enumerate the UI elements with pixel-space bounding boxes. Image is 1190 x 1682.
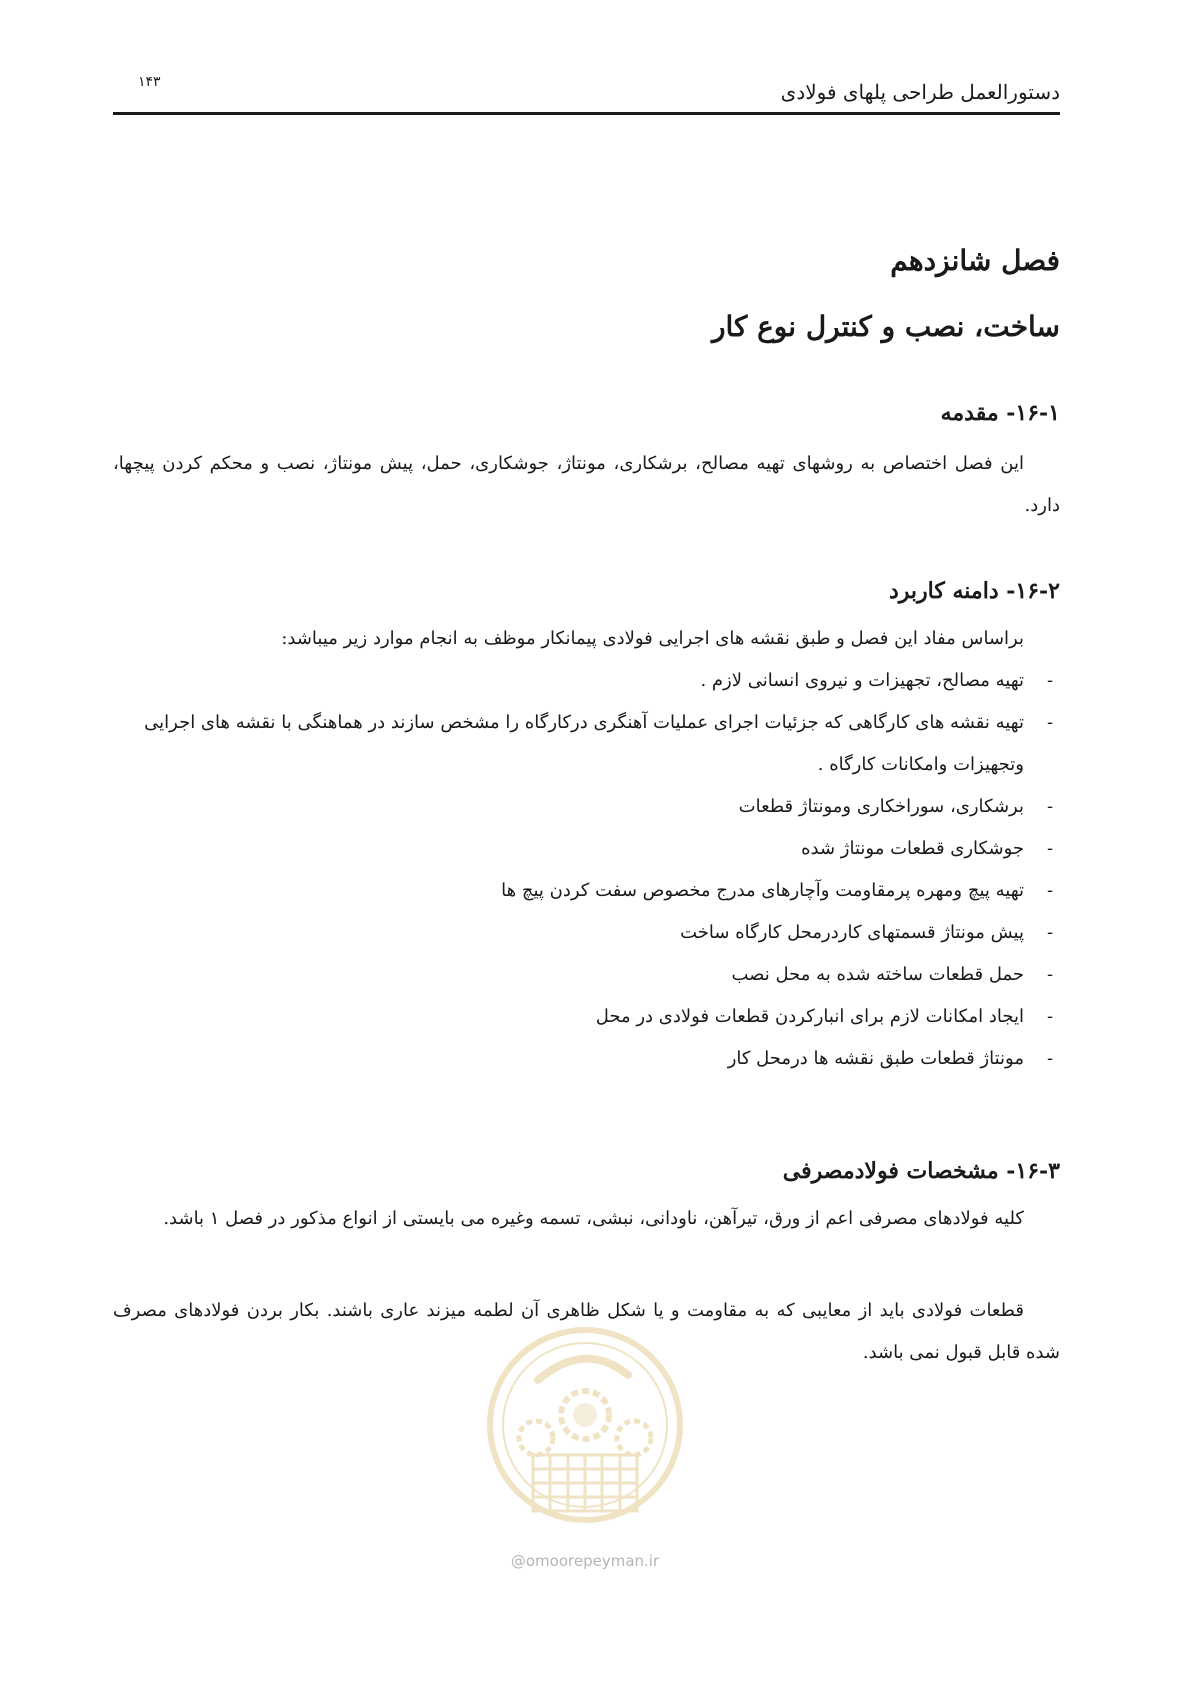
bullet-marker: - [1046,1048,1054,1069]
list-item-text: تهیه مصالح، تجهیزات و نیروی انسانی لازم . [700,670,1024,691]
bullet-marker: - [1046,1006,1054,1027]
list-item [113,702,1060,786]
paragraph-text: براساس مفاد این فصل و طبق نقشه های اجرایی فولادی پیمانکار موظف به انجام موارد زیر میباشد: [281,628,1024,649]
bullet-marker: - [1046,670,1054,691]
running-title: دستورالعمل طراحی پلهای فولادی [780,80,1060,104]
paragraph-text: کلیه فولادهای مصرفی اعم از ورق، تیرآهن، ناودانی، نبشی، تسمه وغیره می بایستی از انواع مذکور در فصل ۱ باشد. [163,1208,1024,1229]
list-item [113,912,1060,954]
section-paragraph-scope [113,618,1060,660]
list-item-text: برشکاری، سوراخکاری ومونتاژ قطعات [738,796,1024,817]
list-item-text: جوشکاری قطعات مونتاژ شده [801,838,1024,859]
list-item-text: تهیه پیچ ومهره پرمقاومت وآچارهای مدرج مخصوص سفت کردن پیچ ها [501,880,1024,901]
bullet-marker: - [1046,964,1054,985]
section-heading-steel-specs: ۱۶-۳- مشخصات فولادمصرفی [782,1158,1060,1184]
header-rule [113,112,1060,115]
paragraph-text: قطعات فولادی باید از معایبی که به مقاومت و یا شکل ظاهری آن لطمه میزند عاری باشند. بکار بردن فولادهای مصرف شده قابل قبول نمی باشد. [113,1300,1060,1363]
list-item [113,954,1060,996]
section-heading-scope: ۱۶-۲- دامنه کاربرد [888,578,1060,604]
list-item-text: ایجاد امکانات لازم برای انبارکردن قطعات فولادی در محل [595,1006,1024,1027]
page-number: ۱۴۳ [138,74,161,90]
bullet-marker: - [1046,712,1054,733]
watermark-seal-logo [478,1320,692,1570]
bullet-marker: - [1046,796,1054,817]
list-item [113,1038,1060,1080]
list-item [113,786,1060,828]
list-item [113,660,1060,702]
section-heading-introduction: ۱۶-۱- مقدمه [940,400,1060,426]
paragraph-text: این فصل اختصاص به روشهای تهیه مصالح، برشکاری، مونتاژ، جوشکاری، حمل، پیش مونتاژ، نصب و محکم کردن پیچها، دارد. [113,453,1060,516]
bullet-marker: - [1046,922,1054,943]
list-item [113,870,1060,912]
list-item [113,996,1060,1038]
scope-bullet-list [113,660,1060,1080]
list-item-text: تهیه نقشه های کارگاهی که جزئیات اجرای عملیات آهنگری درکارگاه را مشخص سازند در هماهنگی با نقشه های اجرایی وتجهیزات وامکانات کارگاه . [144,712,1024,775]
chapter-title: ساخت، نصب و کنترل نوع کار [711,310,1060,343]
section-paragraph-introduction [113,443,1060,527]
watermark-text: @omoorepeyman.ir [510,1552,660,1570]
bullet-marker: - [1046,838,1054,859]
list-item [113,828,1060,870]
bullet-marker: - [1046,880,1054,901]
list-item-text: حمل قطعات ساخته شده به محل نصب [731,964,1024,985]
list-item-text: مونتاژ قطعات طبق نقشه ها درمحل کار [727,1048,1024,1069]
section-paragraph-steel-specs-1 [113,1198,1060,1240]
list-item-text: پیش مونتاژ قسمتهای کاردرمحل کارگاه ساخت [680,922,1024,943]
chapter-number: فصل شانزدهم [890,244,1060,277]
